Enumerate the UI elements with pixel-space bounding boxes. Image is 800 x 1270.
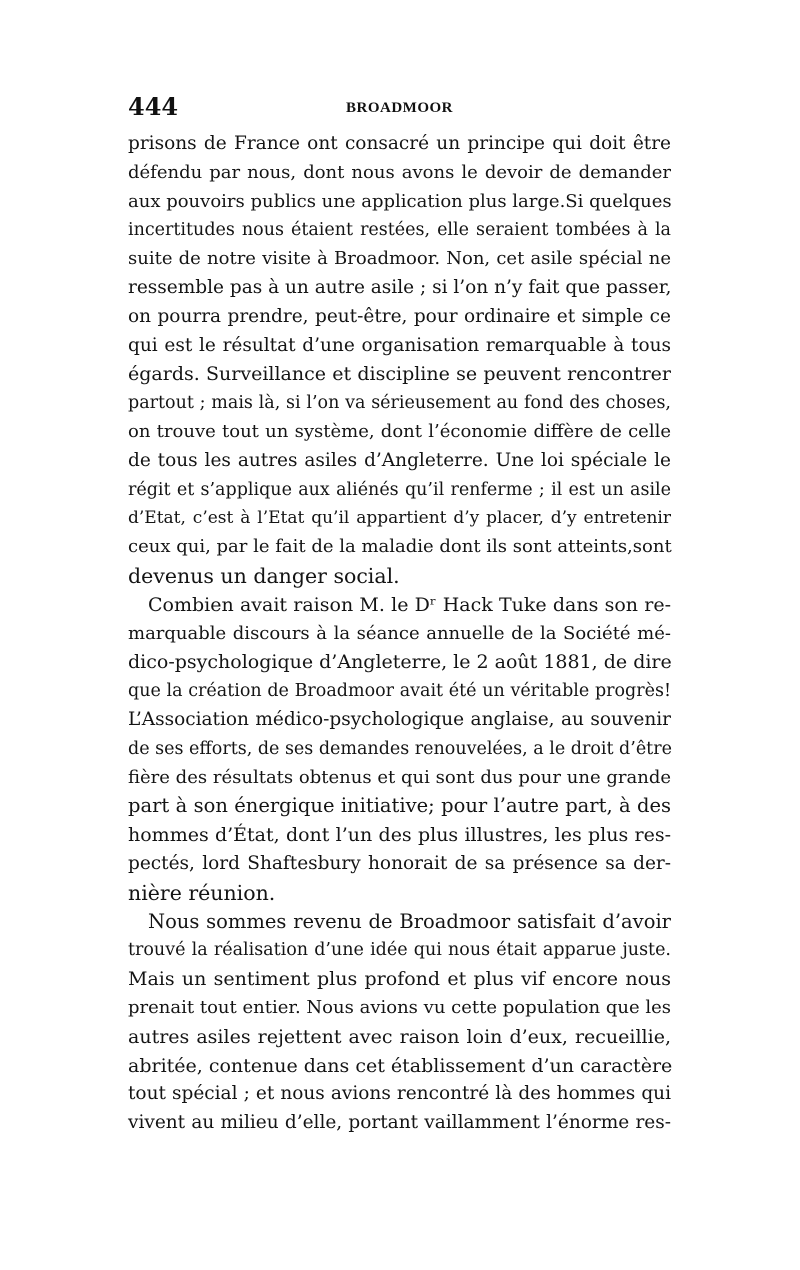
text-line: régit et s’applique aux aliénés qu’il renferme ; il est un asile [128,479,671,500]
text-line: vivent au milieu d’elle, portant vaillamment l’énorme res- [128,1112,671,1134]
text-line: hommes d’État, dont l’un des plus illustres, les plus res- [128,824,671,847]
text-line: de tous les autres asiles d’Angleterre. Une loi spéciale le [128,449,671,471]
text-line: ressemble pas à un autre asile ; si l’on n’y fait que passer, [128,276,672,298]
text-line: Nous sommes revenu de Broadmoor satisfait d’avoir [148,909,671,933]
text-line: de ses efforts, de ses demandes renouvelées, a le droit d’être [128,738,672,759]
text-line: on trouve tout un système, dont l’économie diffère de celle [128,420,671,442]
text-line: tout spécial ; et nous avions rencontré là des hommes qui [128,1083,671,1105]
text-line: fière des résultats obtenus et qui sont dus pour une grande [128,766,671,788]
text-line: défendu par nous, dont nous avons le devoir de demander [128,161,671,183]
text-line: Mais un sentiment plus profond et plus vif encore nous [128,968,671,991]
text-line: partout ; mais là, si l’on va sérieusement au fond des choses, [128,393,671,414]
text-line: autres asiles rejettent avec raison loin d’eux, recueillie, [128,1025,671,1048]
text-line: que la création de Broadmoor avait été un véritable progrès! [128,681,671,702]
text-line: aux pouvoirs publics une application plus large.Si quelques [128,190,672,212]
text-line: incertitudes nous étaient restées, elle seraient tombées à la [128,220,671,241]
text-line: dico-psychologique d’Angleterre, le 2 août 1881, de dire [128,651,672,674]
text-line: égards. Surveillance et discipline se peuvent rencontrer [128,363,671,386]
text-line: ceux qui, par le fait de la maladie dont ils sont atteints,sont [128,536,672,558]
text-line: pectés, lord Shaftesbury honorait de sa présence sa der- [128,852,671,874]
text-line: marquable discours à la séance annuelle de la Société mé- [128,622,671,644]
running-head [128,92,671,122]
text-line: trouvé la réalisation d’une idée qui nous était apparue juste. [128,940,671,961]
text-line: d’Etat, c’est à l’Etat qu’il appartient d’y placer, d’y entretenir [128,508,671,529]
running-title: BROADMOOR [346,100,453,116]
text-line: Combien avait raison M. le Dʳ Hack Tuke dans son re- [148,593,671,616]
text-line: part à son énergique initiative; pour l’autre part, à des [128,794,671,818]
text-line: on pourra prendre, peut-être, pour ordinaire et simple ce [128,305,671,327]
text-line: nière réunion. [128,880,276,905]
text-line: prenait tout entier. Nous avions vu cette population que les [128,996,671,1018]
text-line: devenus un danger social. [128,563,400,588]
text-line: prisons de France ont consacré un principe qui doit être [128,133,671,154]
text-line: L’Association médico-psychologique anglaise, au souvenir [128,708,671,730]
body-text [128,130,671,1138]
text-line: abritée, contenue dans cet établissement d’un caractère [128,1054,673,1077]
page-number: 444 [128,92,179,121]
text-line: suite de notre visite à Broadmoor. Non, cet asile spécial ne [128,248,671,270]
text-line: qui est le résultat d’une organisation remarquable à tous [128,334,671,356]
